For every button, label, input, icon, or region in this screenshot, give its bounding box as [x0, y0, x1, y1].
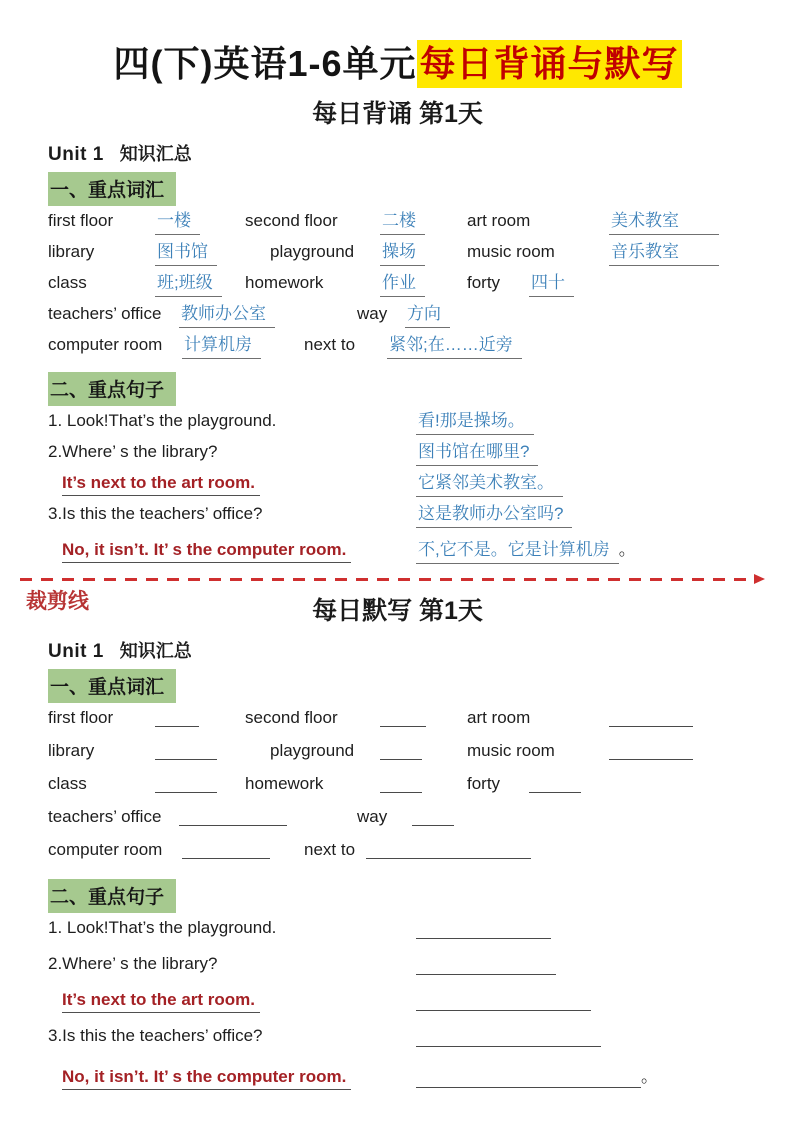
sentence-english: 1. Look!That’s the playground.: [48, 918, 277, 938]
vocab-answer: 图书馆: [155, 242, 217, 265]
sentence-row: [48, 918, 747, 954]
vocab-row: [48, 335, 747, 366]
sentence-row: [48, 1062, 747, 1098]
vocab-word: forty: [467, 273, 501, 293]
vocab-row: [48, 304, 747, 335]
vocab-row: [48, 708, 747, 741]
unit-heading: [48, 637, 747, 663]
sentence-translation: 不,它不是。它是计算机房: [416, 540, 619, 563]
vocab-word: way: [357, 304, 388, 324]
vocab-word: second floor: [245, 211, 338, 231]
vocab-word: computer room: [48, 335, 163, 355]
vocab-answer: 紧邻;在……近旁: [387, 335, 522, 358]
vocab-answer: 音乐教室: [609, 242, 719, 265]
cut-line-label: 裁剪线: [26, 589, 89, 614]
answer-blank: [529, 778, 581, 793]
vocab-word: music room: [467, 741, 555, 761]
cut-area: [26, 575, 747, 627]
sentence-translation: 图书馆在哪里?: [416, 442, 538, 465]
dictation-subtitle: 每日默写 第1天: [312, 597, 483, 626]
sentence-row: [48, 504, 747, 535]
sentence-translation: 它紧邻美术教室。: [416, 473, 563, 496]
sentence-english: 2.Where’ s the library?: [48, 954, 218, 974]
vocab-answer: 四十: [529, 273, 574, 296]
sentence-english: 3.Is this the teachers’ office?: [48, 504, 263, 524]
vocab-row: [48, 840, 747, 873]
answer-blank: [380, 778, 422, 793]
answer-blank: [609, 712, 693, 727]
vocab-word: playground: [270, 741, 355, 761]
unit-heading: [48, 140, 747, 166]
page-title: [48, 38, 747, 90]
sentence-translation: 看!那是操场。: [416, 411, 534, 434]
sentence-english-answer: No, it isn’t. It’ s the computer room.: [62, 1067, 351, 1090]
unit-number: Unit 1: [48, 144, 104, 166]
vocab-word: art room: [467, 708, 531, 728]
answer-blank: [380, 712, 426, 727]
vocab-word: class: [48, 774, 87, 794]
vocab-word: library: [48, 741, 95, 761]
vocab-word: homework: [245, 774, 324, 794]
vocab-row: [48, 211, 747, 242]
vocab-answer: 一楼: [155, 211, 200, 234]
vocab-word: first floor: [48, 708, 114, 728]
vocab-row: [48, 807, 747, 840]
vocab-word: homework: [245, 273, 324, 293]
sentences-section-heading: 二、重点句子: [48, 879, 176, 913]
vocab-word: music room: [467, 242, 555, 262]
translation-blank: [416, 960, 556, 975]
sentence-english-answer: It’s next to the art room.: [62, 990, 260, 1013]
answer-blank: [155, 745, 217, 760]
sentence-english-answer: No, it isn’t. It’ s the computer room.: [62, 540, 351, 563]
answer-blank: [380, 745, 422, 760]
vocab-word: computer room: [48, 840, 163, 860]
sentence-row: [48, 535, 747, 566]
translation-blank: [416, 1073, 641, 1088]
sentence-period: 。: [618, 540, 636, 560]
vocab-answer: 计算机房: [182, 335, 261, 358]
sentence-translation: 这是教师办公室吗?: [416, 504, 572, 527]
vocab-word: second floor: [245, 708, 338, 728]
vocab-section-heading: 一、重点词汇: [48, 669, 176, 703]
sentence-english: 3.Is this the teachers’ office?: [48, 1026, 263, 1046]
translation-blank: [416, 996, 591, 1011]
vocab-word: first floor: [48, 211, 114, 231]
vocab-answer: 教师办公室: [179, 304, 275, 327]
sentence-row: [48, 442, 747, 473]
sentences-section-heading: 二、重点句子: [48, 372, 176, 406]
vocab-word: next to: [304, 840, 356, 860]
recite-section: [48, 140, 747, 566]
vocab-word: class: [48, 273, 87, 293]
answer-blank: [182, 844, 270, 859]
vocab-row: [48, 774, 747, 807]
translation-blank: [416, 924, 551, 939]
translation-blank: [416, 1032, 601, 1047]
vocab-word: playground: [270, 242, 355, 262]
sentence-english-answer: It’s next to the art room.: [62, 473, 260, 496]
page-title-plain: 四(下)英语1-6单元: [113, 43, 417, 84]
answer-blank: [155, 712, 199, 727]
answer-blank: [412, 811, 454, 826]
vocab-row: [48, 741, 747, 774]
unit-number: Unit 1: [48, 641, 104, 663]
vocab-answer: 操场: [380, 242, 425, 265]
vocab-answer: 方向: [405, 304, 450, 327]
vocab-row: [48, 242, 747, 273]
answer-blank: [155, 778, 217, 793]
dictation-section: [48, 637, 747, 1098]
vocab-answer: 班;班级: [155, 273, 222, 296]
sentence-row: [48, 1026, 747, 1062]
vocab-word: teachers’ office: [48, 304, 162, 324]
answer-blank: [179, 811, 287, 826]
vocab-section-heading: 一、重点词汇: [48, 172, 176, 206]
vocab-answer: 二楼: [380, 211, 425, 234]
vocab-row: [48, 273, 747, 304]
cut-line-arrow-icon: [754, 574, 765, 584]
cut-line: [20, 575, 765, 583]
cut-line-dashes: [20, 578, 754, 581]
sentence-row: [48, 411, 747, 442]
sentence-row: [48, 954, 747, 990]
sentence-english: 1. Look!That’s the playground.: [48, 411, 277, 431]
page-title-highlight: 每日背诵与默写: [417, 40, 682, 88]
unit-label: 知识汇总: [119, 641, 192, 662]
vocab-word: next to: [304, 335, 356, 355]
vocab-word: forty: [467, 774, 501, 794]
recite-subtitle: 每日背诵 第1天: [312, 100, 483, 129]
sentence-row: [48, 473, 747, 504]
vocab-answer: 美术教室: [609, 211, 719, 234]
sentence-row: [48, 990, 747, 1026]
vocab-word: library: [48, 242, 95, 262]
sentence-period: 。: [641, 1067, 658, 1087]
vocab-word: teachers’ office: [48, 807, 162, 827]
sentence-english: 2.Where’ s the library?: [48, 442, 218, 462]
vocab-word: way: [357, 807, 388, 827]
answer-blank: [366, 844, 531, 859]
unit-label: 知识汇总: [119, 144, 192, 165]
vocab-answer: 作业: [380, 273, 425, 296]
vocab-word: art room: [467, 211, 531, 231]
answer-blank: [609, 745, 693, 760]
